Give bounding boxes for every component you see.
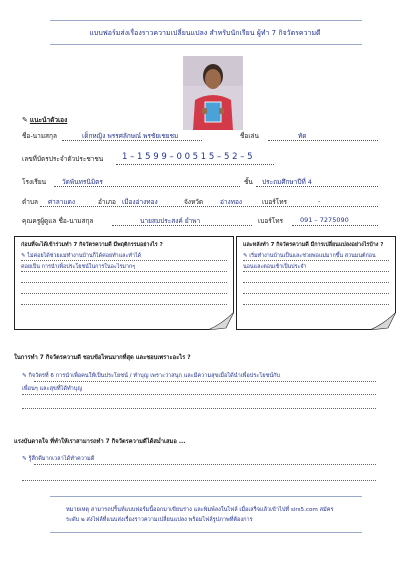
after-box-blank-line — [243, 287, 389, 294]
id-value: 1 – 1 5 9 9 – 0 0 5 1 5 – 5 2 – 5 — [122, 152, 253, 162]
before-box-blank-line — [21, 298, 227, 305]
before-box-page-curl — [208, 312, 234, 330]
teacher-underline — [112, 225, 252, 226]
title-rule — [50, 44, 362, 45]
inspiration-question: แรงบันดาลใจ ที่ทำให้เราสามารถทำ 7 กิจวัตรความดีได้สม่ำเสมอ ... — [14, 439, 186, 445]
student-photo — [183, 56, 243, 130]
pencil-icon: ✎ — [22, 456, 29, 462]
phone-value: - — [318, 197, 321, 205]
answer-blank-line — [22, 480, 376, 481]
pencil-icon: ✎ — [21, 253, 28, 259]
district-value: เมืองอ่างทอง — [122, 198, 158, 206]
before-box-title: ก่อนที่จะได้เข้าร่วมทำ 7 กิจวัตรความดี มีพฤติกรรมอย่างไร ? — [21, 242, 163, 248]
province-label: จังหวัด — [184, 198, 204, 206]
phone-label: เบอร์โทร — [262, 198, 288, 206]
after-box-blank-line — [243, 276, 389, 283]
grade-underline — [256, 186, 378, 187]
favorite-routine-question: ในการทำ 7 กิจวัตรความดี ชอบข้อไหนมากที่สุด และชอบเพราะอะไร ? — [14, 355, 191, 361]
name-value: เด็กหญิง พรรศลักษณ์ พรชัยเชยชม — [82, 132, 179, 140]
teacher-phone-value: 091 – 7275090 — [300, 216, 349, 224]
before-box-blank-line — [21, 287, 227, 294]
favorite-routine-answer-2: เพื่อนๆ และสุขที่ได้ทำบุญ — [22, 386, 83, 392]
before-box-line-2: ค่อยเป็น การนำเพื่อประโยชน์ในการในอะไรมากๆ — [21, 263, 227, 272]
after-box-title: และหลังทำ 7 กิจวัตรความดี มีการเปลี่ยนแปลงอย่างไรบ้าง ? — [243, 242, 384, 248]
school-value: วัดพันทรนิมิตร — [62, 178, 103, 186]
address-underline — [40, 206, 378, 207]
inspiration-answer: ✎ รู้สึกดีมากเวลาได้ทำความดี — [22, 456, 95, 462]
pencil-icon: ✎ — [22, 373, 29, 379]
answer-underline — [34, 464, 376, 465]
teacher-phone-label: เบอร์โทร — [258, 217, 284, 225]
header-rule — [50, 20, 362, 21]
teacher-value: นายสมประสงค์ ยำพา — [140, 217, 201, 225]
school-underline — [54, 186, 240, 187]
before-behavior-box — [14, 236, 234, 330]
footer-note — [66, 505, 366, 525]
subdistrict-value: ศาลาแดง — [48, 198, 75, 206]
grade-label: ชั้น — [244, 178, 253, 186]
answer-underline — [22, 394, 376, 395]
form-title: แบบฟอร์มส่งเรื่องราวความเปลี่ยนแปลง สำหรับนักเรียน ผู้ทำ 7 กิจวัตรความดี — [89, 29, 321, 37]
name-label: ชื่อ-นามสกุล — [22, 132, 57, 140]
name-row — [22, 131, 57, 141]
id-label: เลขที่บัตรประจำตัวประชาชน — [22, 155, 104, 163]
footer-rule-top — [50, 496, 362, 497]
before-box-blank-line — [21, 276, 227, 283]
answer-blank-line — [22, 408, 376, 409]
district-label: อำเภอ — [98, 198, 116, 206]
province-value: อ่างทอง — [220, 198, 243, 206]
pencil-icon: ✎ — [243, 253, 250, 259]
footer-rule-bottom — [50, 532, 362, 533]
teacher-phone-underline — [292, 225, 378, 226]
subdistrict-label: ตำบล — [22, 198, 38, 206]
pencil-icon: ✎ — [22, 116, 28, 124]
footer-note-line-2: ระดับ ๒ ส่งไฟล์ที่แนบส่งเรื่องราวความเปลี่ยนแปลง พร้อมไฟล์รูปภาพที่ต้องการ — [66, 517, 253, 523]
after-box-page-curl — [370, 312, 396, 330]
intro-section-heading: ✎ แนะนำตัวเอง — [22, 116, 68, 124]
footer-note-line-1: หมายเหตุ สามารถปริ้นท์แบบฟอร์มนี้ออกมาเขียนร่าง และพิมพ์ลงในไฟล์ เมื่อเสร็จแล้วเข้าไปที่ sirs5.com สมัคร — [66, 507, 334, 513]
before-box-line-1: ✎ ไม่ค่อยได้ช่วยแม่ทำงานบ้านก็ได้ค่อยทำและทำได้ — [21, 252, 227, 261]
after-box-line-1: ✎ เริ่มทำงานบ้านเป็นและช่วยพ่อแม่มากขึ้น สวนมนต์ก่อน — [243, 252, 389, 261]
id-underline — [116, 164, 274, 165]
nickname-label: ชื่อเล่น — [240, 132, 259, 140]
after-box-blank-line — [243, 298, 389, 305]
name-underline — [62, 140, 202, 141]
nickname-underline — [268, 140, 378, 141]
answer-underline — [34, 381, 376, 382]
school-label: โรงเรียน — [22, 178, 47, 186]
nickname-value: ทัด — [298, 132, 307, 140]
after-box-line-2: นอนและตอนเช้าเป็นประจำ — [243, 263, 389, 272]
teacher-label: คุณครูผู้ดูแล ชื่อ-นามสกุล — [22, 217, 94, 225]
grade-value: ประถมศึกษาปีที่ 4 — [262, 178, 312, 186]
favorite-routine-answer-1: ✎ กิจวัตรที่ 6 การนำเพื่อคนให้เป็นประโยชน์ / ทำบุญ เพราะว่าสนุก และมีความสุขเมื่อได้นำเพื่อประโยชน์กับ — [22, 373, 281, 379]
